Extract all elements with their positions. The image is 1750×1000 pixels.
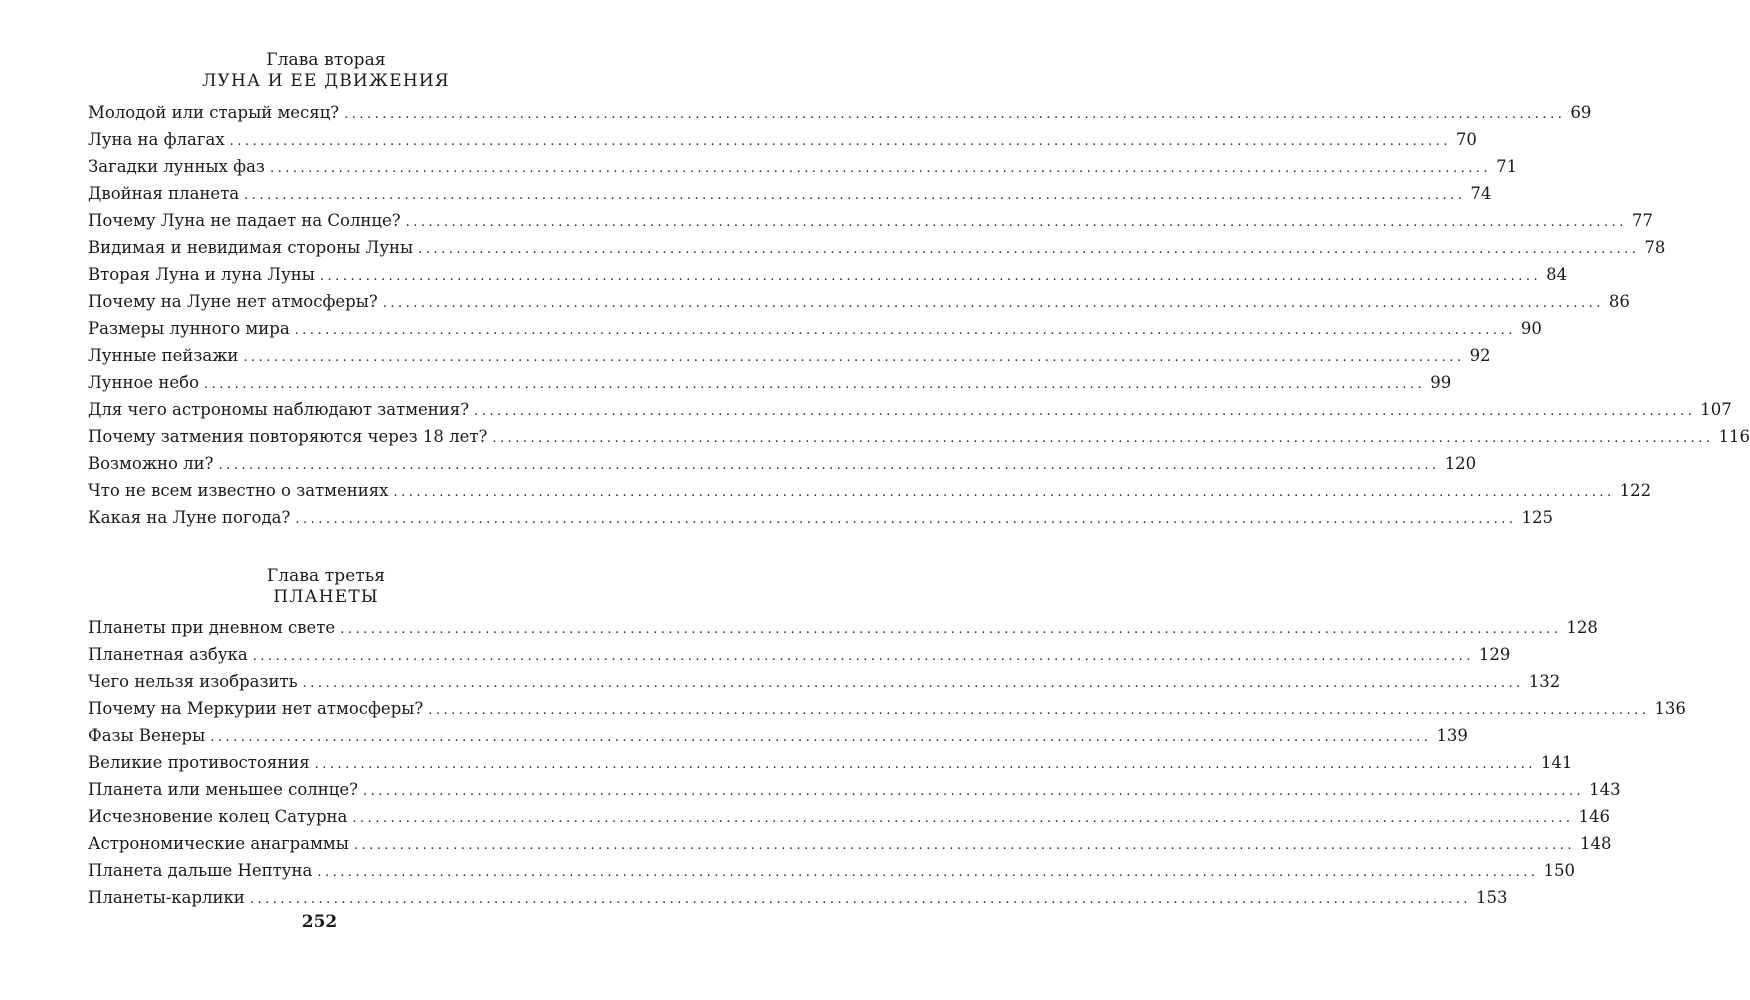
dot-leader: ................................................................................................................................................................ (492, 430, 1714, 446)
toc-entry-title: Планета дальше Нептуна (88, 861, 313, 880)
toc-entry (88, 207, 1653, 234)
toc-entry-page: 69 (1570, 102, 1592, 122)
toc-entry-title: Планеты при дневном свете (88, 618, 336, 637)
toc-entry-title: Планеты-карлики (88, 888, 245, 907)
dot-leader: ................................................................................................................................................................ (294, 322, 1516, 338)
toc-entry-title: Загадки лунных фаз (88, 156, 265, 176)
dot-leader: ................................................................................................................................................................ (382, 295, 1604, 311)
dot-leader: ................................................................................................................................................................ (229, 133, 1451, 149)
toc-entry-title: Возможно ли? (88, 453, 214, 473)
toc-entry-page: 141 (1540, 753, 1573, 772)
chapter-title: ПЛАНЕТЫ (273, 586, 379, 607)
dot-leader: ................................................................................................................................................................ (319, 268, 1542, 284)
toc-entry (88, 261, 1568, 288)
toc-entry (88, 126, 1477, 153)
toc-entry (88, 180, 1492, 207)
toc-entry (88, 153, 1518, 180)
toc-entry-title: Чего нельзя изобразить (88, 672, 298, 691)
toc-entry-page: 90 (1520, 318, 1542, 338)
toc-entry (88, 504, 1553, 531)
dot-leader: ................................................................................................................................................................ (317, 865, 1539, 880)
toc-entry-page: 107 (1700, 399, 1732, 419)
chapter-two (88, 50, 1750, 531)
toc-entry-page: 125 (1521, 507, 1553, 527)
toc-entry-page: 77 (1631, 210, 1653, 230)
toc-entry-page: 120 (1444, 453, 1477, 473)
dot-leader: ................................................................................................................................................................ (302, 676, 1524, 691)
page-number: 252 (301, 912, 338, 932)
dot-leader: ................................................................................................................................................................ (295, 511, 1517, 527)
toc-entry-title: Почему Луна не падает на Солнце? (88, 210, 401, 230)
toc-entry-title: Какая на Луне погода? (88, 507, 291, 527)
toc-entry (88, 99, 1592, 126)
toc-entry-title: Почему затмения повторяются через 18 лет? (88, 426, 488, 446)
toc-entry (88, 234, 1666, 261)
toc-entry (88, 477, 1652, 504)
toc-entry (88, 614, 1598, 641)
dot-leader: ................................................................................................................................................................ (243, 349, 1465, 365)
dot-leader: ................................................................................................................................................................ (353, 838, 1576, 853)
dot-leader: ................................................................................................................................................................ (340, 622, 1562, 637)
dot-leader: ................................................................................................................................................................ (405, 214, 1627, 230)
toc-entry-page: 86 (1608, 291, 1630, 311)
toc-entry (88, 369, 1452, 396)
toc-entry-title: Астрономические анаграммы (88, 834, 349, 853)
toc-entry-page: 71 (1496, 156, 1518, 176)
toc-entry (88, 641, 1511, 668)
chapter-label: Глава вторая (266, 50, 386, 70)
toc-entry-title: Размеры лунного мира (88, 318, 290, 338)
toc-entry-page: 132 (1528, 672, 1561, 691)
toc-entry-page: 136 (1654, 699, 1686, 718)
toc-entry-title: Для чего астрономы наблюдают затмения? (88, 399, 470, 419)
dot-leader: ................................................................................................................................................................ (474, 403, 1696, 419)
chapter-heading (88, 50, 564, 93)
toc-entry (88, 776, 1621, 803)
toc-entry (88, 423, 1750, 450)
toc-entry-title: Почему на Меркурии нет атмосферы? (88, 699, 424, 718)
dot-leader: ................................................................................................................................................................ (393, 484, 1615, 500)
toc-list (88, 614, 1686, 911)
toc-entry-title: Лунные пейзажи (88, 345, 239, 365)
toc-entry-title: Исчезновение колец Сатурна (88, 807, 348, 826)
toc-entry (88, 342, 1491, 369)
toc-entry-page: 122 (1619, 480, 1652, 500)
toc-list (88, 99, 1750, 531)
dot-leader: ................................................................................................................................................................ (252, 649, 1474, 664)
toc-entry-title: Фазы Венеры (88, 726, 206, 745)
toc-entry-page: 92 (1469, 345, 1491, 365)
chapter-heading (88, 566, 564, 609)
toc-entry-page: 78 (1644, 237, 1666, 257)
toc-page (88, 50, 1750, 911)
toc-entry (88, 396, 1732, 423)
toc-entry-page: 129 (1478, 645, 1511, 664)
toc-entry (88, 288, 1630, 315)
toc-entry-title: Двойная планета (88, 183, 240, 203)
toc-entry-page: 116 (1718, 426, 1750, 446)
toc-entry-title: Почему на Луне нет атмосферы? (88, 291, 378, 311)
chapter-label: Глава третья (266, 565, 386, 586)
toc-entry (88, 884, 1508, 911)
toc-entry-page: 139 (1436, 726, 1468, 745)
dot-leader: ................................................................................................................................................................ (204, 376, 1426, 392)
toc-entry-title: Видимая и невидимая стороны Луны (88, 237, 414, 257)
toc-entry-title: Что не всем известно о затмениях (88, 480, 389, 500)
toc-entry-title: Великие противостояния (88, 753, 310, 772)
dot-leader: ................................................................................................................................................................ (269, 160, 1492, 176)
chapter-title: ЛУНА И ЕЕ ДВИЖЕНИЯ (202, 71, 450, 92)
toc-entry-page: 143 (1589, 780, 1621, 799)
toc-entry-page: 148 (1580, 834, 1612, 853)
toc-entry-title: Луна на флагах (88, 129, 225, 149)
dot-leader: ................................................................................................................................................................ (314, 757, 1536, 772)
toc-entry-page: 150 (1543, 861, 1575, 880)
dot-leader: ................................................................................................................................................................ (428, 703, 1650, 718)
toc-entry-title: Вторая Луна и луна Луны (88, 264, 315, 284)
toc-entry (88, 722, 1468, 749)
toc-entry (88, 749, 1573, 776)
toc-entry-title: Планета или меньшее солнце? (88, 780, 358, 799)
toc-entry-page: 99 (1430, 372, 1452, 392)
toc-entry-page: 74 (1470, 183, 1492, 203)
toc-entry (88, 695, 1686, 722)
toc-entry-page: 128 (1566, 618, 1598, 637)
toc-entry-title: Лунное небо (88, 372, 200, 392)
toc-entry (88, 668, 1561, 695)
toc-entry-title: Молодой или старый месяц? (88, 102, 340, 122)
chapter-three (88, 565, 1686, 912)
dot-leader: ................................................................................................................................................................ (244, 187, 1466, 203)
dot-leader: ................................................................................................................................................................ (418, 241, 1640, 257)
toc-entry (88, 803, 1611, 830)
dot-leader: ................................................................................................................................................................ (344, 106, 1566, 122)
toc-entry (88, 830, 1612, 857)
toc-entry-page: 70 (1455, 129, 1477, 149)
dot-leader: ................................................................................................................................................................ (362, 784, 1585, 799)
dot-leader: ................................................................................................................................................................ (249, 892, 1471, 907)
toc-entry-page: 84 (1546, 264, 1568, 284)
toc-entry (88, 315, 1542, 342)
dot-leader: ................................................................................................................................................................ (210, 730, 1432, 745)
toc-entry-title: Планетная азбука (88, 645, 248, 664)
toc-entry-page: 146 (1578, 807, 1611, 826)
dot-leader: ................................................................................................................................................................ (218, 457, 1440, 473)
toc-entry-page: 153 (1475, 888, 1508, 907)
dot-leader: ................................................................................................................................................................ (352, 811, 1574, 826)
toc-entry (88, 857, 1575, 884)
toc-entry (88, 450, 1477, 477)
